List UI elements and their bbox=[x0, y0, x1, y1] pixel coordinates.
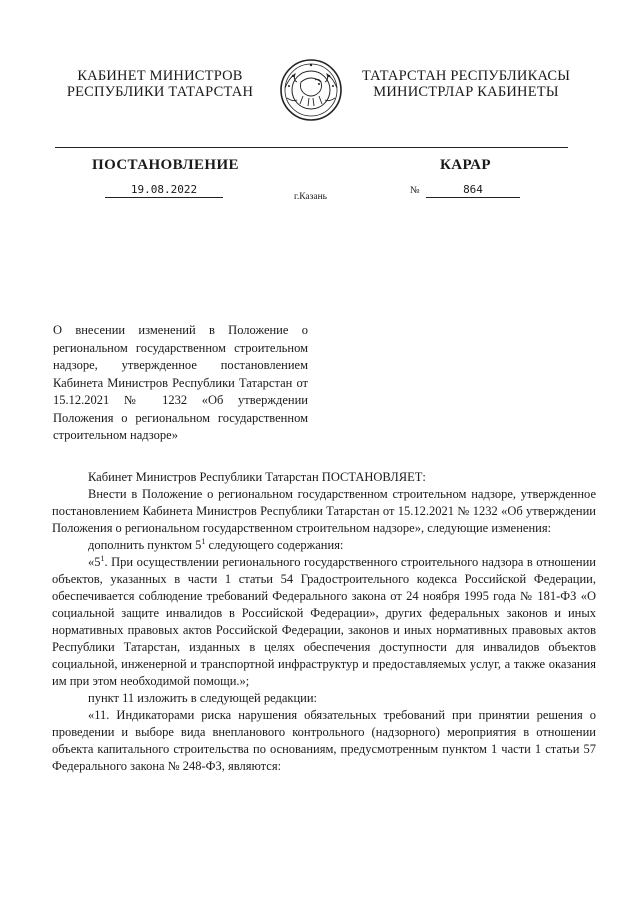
body-paragraph: «11. Индикаторами риска нарушения обязательных требований при принятии решения о проведении и выборе вида внепланового контрольного (надзорного) мероприятия в отношении объекта капитального строительства по основаниям, предусмотренным пунктом 1 части 1 статьи 57 Федерального закона № 248-ФЗ, являются: bbox=[52, 708, 596, 773]
body-paragraph: Кабинет Министров Республики Татарстан ПОСТАНОВЛЯЕТ: bbox=[88, 470, 426, 484]
document-city: г.Казань bbox=[294, 192, 328, 202]
superscript: 1 bbox=[100, 553, 105, 563]
body-paragraph: Внести в Положение о региональном государственном строительном надзоре, утвержденное постановлением Кабинета Министров Республики Татарстан от 15.12.2021 № 1232 «Об утверждении Положения о региональном государственном строительном надзоре», следующие изменения: bbox=[52, 487, 596, 535]
tatarstan-emblem-icon bbox=[279, 58, 343, 122]
header-left bbox=[60, 68, 260, 100]
body-text: . При осуществлении регионального государственного строительного надзора в отношении объектов, указанных в части 1 статьи 54 Градостроительного кодекса Российской Федерации, обеспечивается соблюдение требований Федерального закона от 24 ноября 1995 года № 181-ФЗ «О социальной защите инвалидов в Российской Федерации», других федеральных законов и иных нормативных правовых актов Российской Федерации, законов и иных нормативных правовых актов Республики Татарстан, изданных в целях обеспечения доступности для инвалидов объектов социальной, инженерной и транспортной инфраструктур и предоставляемых услуг, а также оказания им при этом необходимой помощи.»; bbox=[52, 555, 596, 688]
header-right-line2: МИНИСТРЛАР КАБИНЕТЫ bbox=[373, 84, 559, 100]
superscript: 1 bbox=[201, 536, 206, 546]
body-text: дополнить пунктом 5 bbox=[88, 538, 202, 552]
document-type-ru: ПОСТАНОВЛЕНИЕ bbox=[92, 157, 239, 173]
body-paragraph bbox=[52, 537, 596, 554]
header-left-line1: КАБИНЕТ МИНИСТРОВ bbox=[77, 68, 243, 84]
body-text: следующего содержания: bbox=[205, 538, 344, 552]
document-date: 19.08.2022 bbox=[105, 183, 223, 198]
header-divider bbox=[55, 147, 568, 148]
document-number-label: № bbox=[410, 185, 420, 196]
document-number: 864 bbox=[426, 183, 520, 198]
header-right bbox=[358, 68, 574, 100]
document-body bbox=[52, 469, 596, 775]
document-subject: О внесении изменений в Положение о региональном государственном строительном надзоре, утвержденное постановлением Кабинета Министров Республики Татарстан от 15.12.2021 № 1232 «Об утверждении Положения о региональном государственном строительном надзоре» bbox=[53, 323, 308, 442]
document-type-tt: КАРАР bbox=[440, 157, 491, 173]
body-text: «5 bbox=[88, 555, 101, 569]
header-left-line2: РЕСПУБЛИКИ ТАТАРСТАН bbox=[66, 84, 254, 100]
header-right-line1: ТАТАРСТАН РЕСПУБЛИКАСЫ bbox=[361, 68, 571, 84]
body-paragraph bbox=[52, 554, 596, 690]
body-paragraph: пункт 11 изложить в следующей редакции: bbox=[88, 691, 317, 705]
